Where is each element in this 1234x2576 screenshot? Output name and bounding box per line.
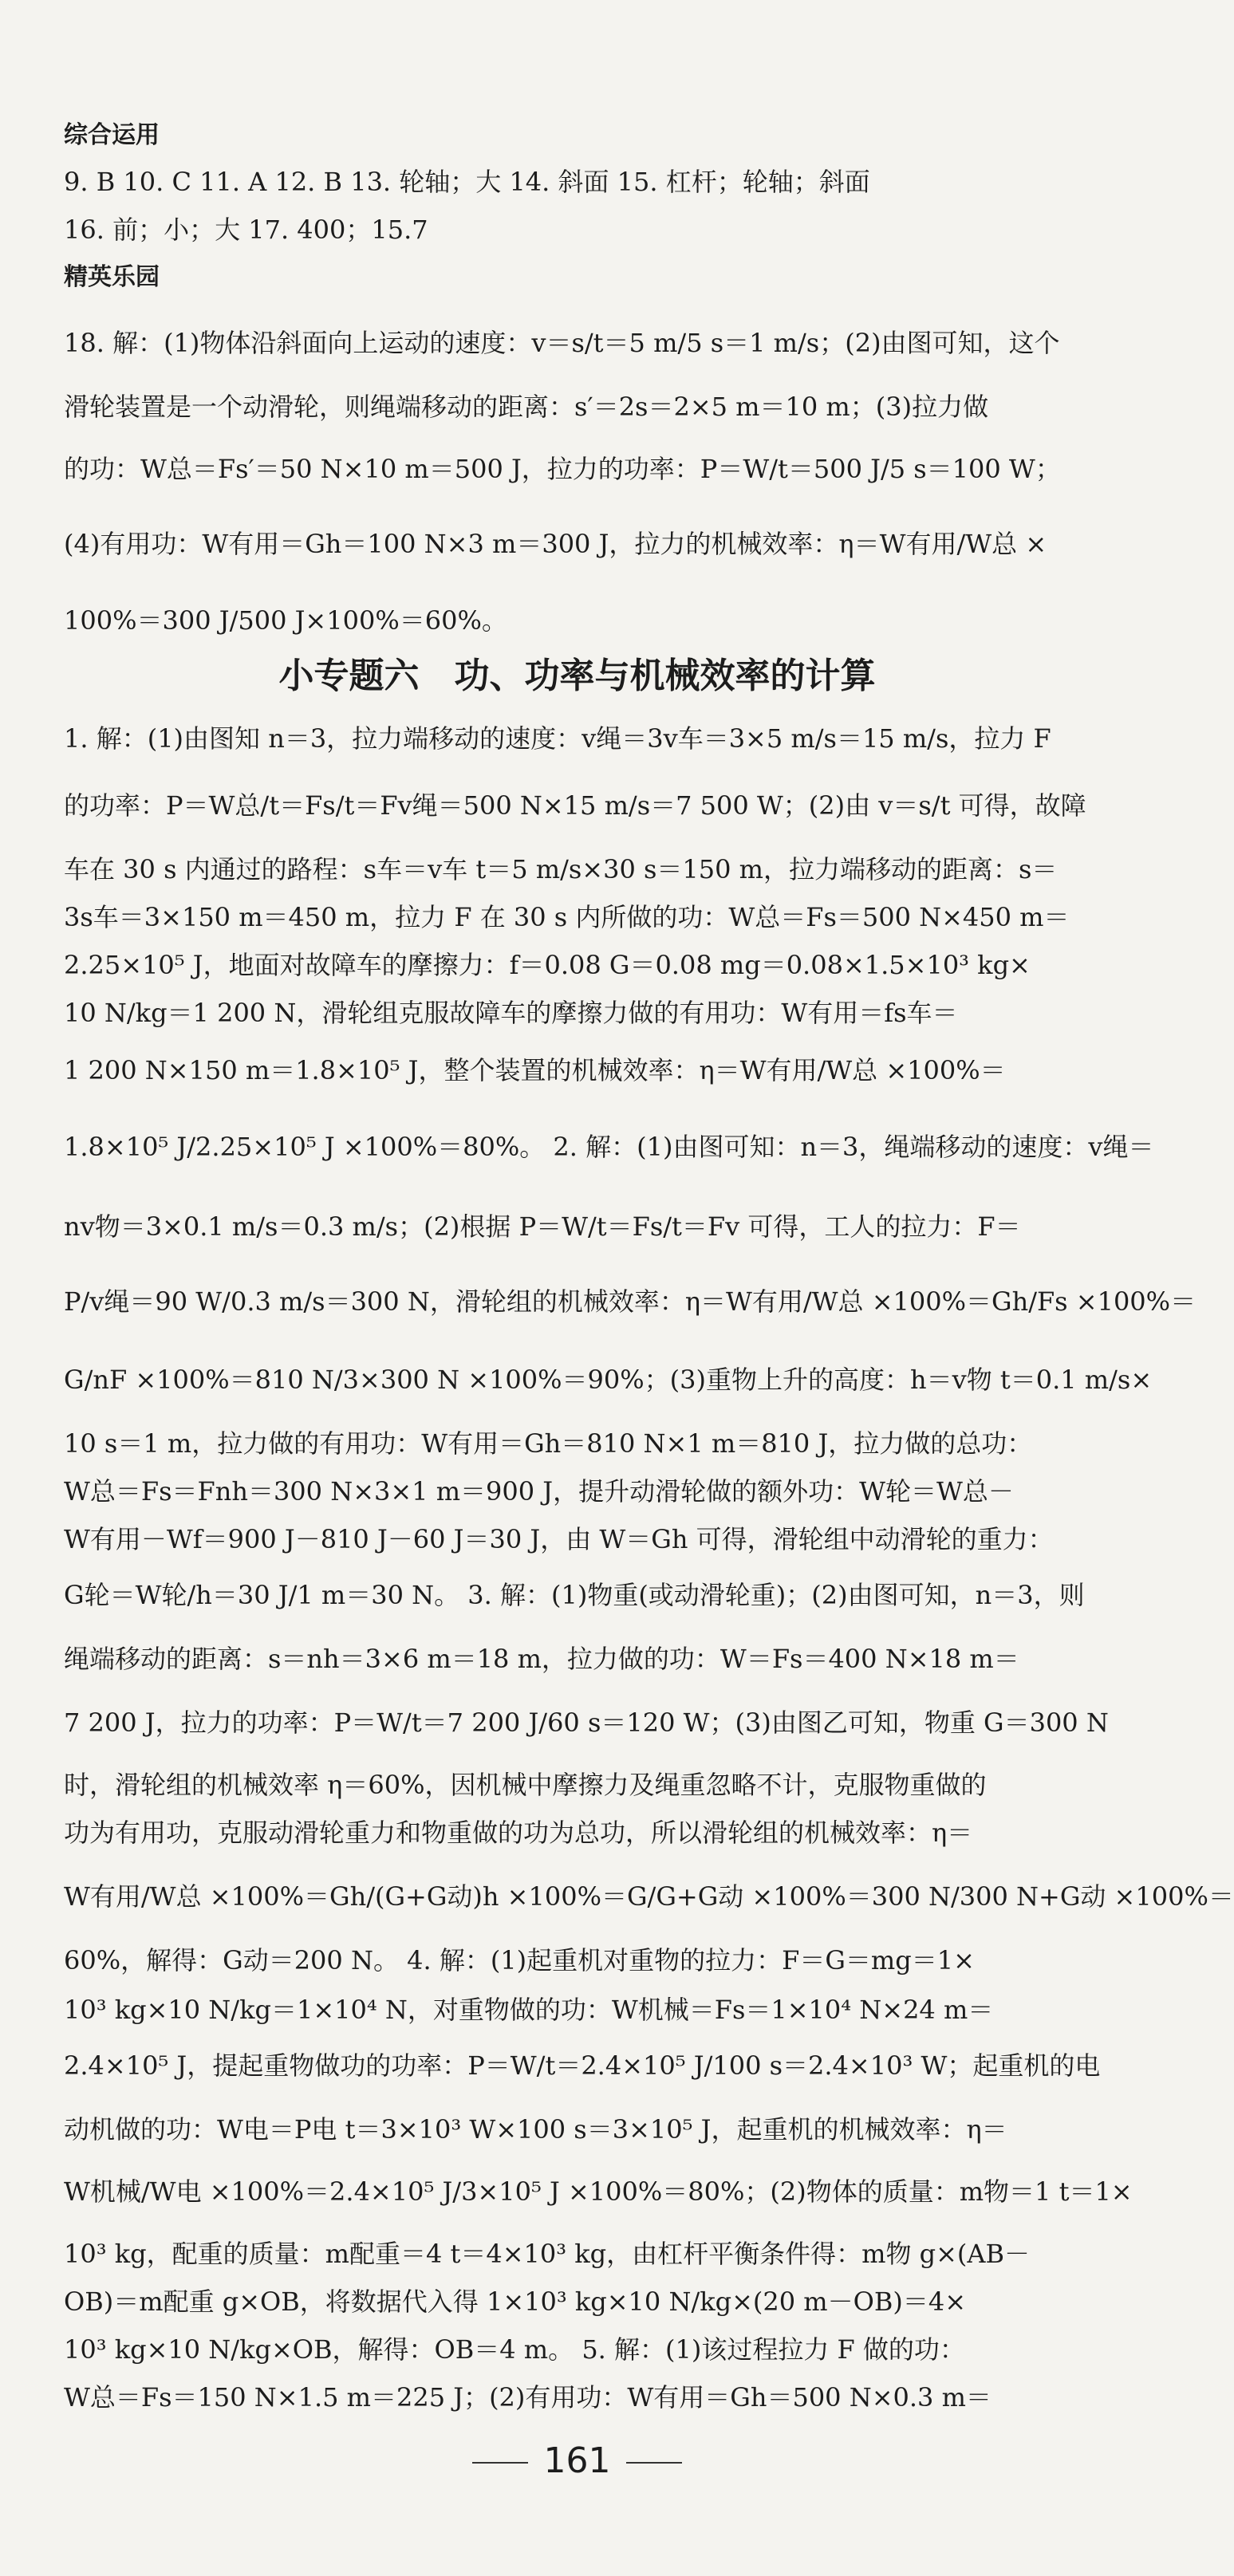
answer-line: 2.4×10⁵ J，提起重物做功的功率：P＝W/t＝2.4×10⁵ J/100 s＝2.4×10³ W；起重机的电 xyxy=(64,2050,1101,2081)
page-number-dash-left xyxy=(472,2462,528,2464)
page-number-text: 161 xyxy=(543,2440,611,2481)
answer-line: 10 N/kg＝1 200 N，滑轮组克服故障车的摩擦力做的有用功：W有用＝fs车＝ xyxy=(64,998,958,1028)
answer-line: 100%＝300 J/500 J×100%＝60%。 xyxy=(64,605,507,636)
answer-line: 10³ kg×10 N/kg＝1×10⁴ N，对重物做的功：W机械＝Fs＝1×10⁴ N×24 m＝ xyxy=(64,1995,994,2025)
answer-line: 10³ kg，配重的质量：m配重＝4 t＝4×10³ kg，由杠杆平衡条件得：m物 g×(AB－ xyxy=(64,2239,1031,2269)
answer-line: 绳端移动的距离：s＝nh＝3×6 m＝18 m，拉力做的功：W＝Fs＝400 N×18 m＝ xyxy=(64,1644,1019,1674)
answer-line: W总＝Fs＝Fnh＝300 N×3×1 m＝900 J，提升动滑轮做的额外功：W轮＝W总－ xyxy=(64,1476,1014,1507)
answer-line: 1 200 N×150 m＝1.8×10⁵ J，整个装置的机械效率：η＝W有用/W总 ×100%＝ xyxy=(64,1055,1006,1085)
answer-line: 10 s＝1 m，拉力做的有用功：W有用＝Gh＝810 N×1 m＝810 J，拉力做的总功： xyxy=(64,1428,1033,1459)
answer-line: 时，滑轮组的机械效率 η＝60%，因机械中摩擦力及绳重忽略不计，克服物重做的 xyxy=(64,1770,987,1800)
answer-line: 3s车＝3×150 m＝450 m，拉力 F 在 30 s 内所做的功：W总＝Fs＝500 N×450 m＝ xyxy=(64,902,1070,932)
answer-line: 滑轮装置是一个动滑轮，则绳端移动的距离：s′＝2s＝2×5 m＝10 m；(3)拉力做 xyxy=(64,392,989,422)
answer-line: 的功：W总＝Fs′＝50 N×10 m＝500 J，拉力的功率：P＝W/t＝500 J/5 s＝100 W； xyxy=(64,454,1061,484)
answer-line: G轮＝W轮/h＝30 J/1 m＝30 N。 3. 解：(1)物重(或动滑轮重)；(2)由图可知，n＝3，则 xyxy=(64,1580,1085,1610)
answer-line: W总＝Fs＝150 N×1.5 m＝225 J；(2)有用功：W有用＝Gh＝500 N×0.3 m＝ xyxy=(64,2382,992,2413)
page-number xyxy=(0,2440,1154,2481)
answer-line: P/v绳＝90 W/0.3 m/s＝300 N，滑轮组的机械效率：η＝W有用/W总 ×100%＝Gh/Fs ×100%＝ xyxy=(64,1286,1197,1317)
answer-line: W有用/W总 ×100%＝Gh/(G+G动)h ×100%＝G/G+G动 ×100%＝300 N/300 N+G动 ×100%＝ xyxy=(64,1881,1234,1912)
section-header-elite: 精英乐园 xyxy=(64,263,160,291)
answer-line: 7 200 J，拉力的功率：P＝W/t＝7 200 J/60 s＝120 W；(3)由图乙可知，物重 G＝300 N xyxy=(64,1707,1109,1738)
answer-line: 2.25×10⁵ J，地面对故障车的摩擦力：f＝0.08 G＝0.08 mg＝0.08×1.5×10³ kg× xyxy=(64,950,1031,980)
answer-line: (4)有用功：W有用＝Gh＝100 N×3 m＝300 J，拉力的机械效率：η＝W有用/W总 × xyxy=(64,529,1047,559)
answer-line: nv物＝3×0.1 m/s＝0.3 m/s；(2)根据 P＝W/t＝Fs/t＝Fv 可得，工人的拉力：F＝ xyxy=(64,1211,1021,1242)
answer-line: 功为有用功，克服动滑轮重力和物重做的功为总功，所以滑轮组的机械效率：η＝ xyxy=(64,1818,973,1848)
answer-line: 1. 解：(1)由图知 n＝3，拉力端移动的速度：v绳＝3v车＝3×5 m/s＝15 m/s，拉力 F xyxy=(64,723,1051,754)
answer-line: W机械/W电 ×100%＝2.4×10⁵ J/3×10⁵ J ×100%＝80%；(2)物体的质量：m物＝1 t＝1× xyxy=(64,2176,1133,2207)
answer-line: 车在 30 s 内通过的路程：s车＝v车 t＝5 m/s×30 s＝150 m，拉力端移动的距离：s＝ xyxy=(64,854,1058,884)
answer-line: 60%，解得：G动＝200 N。 4. 解：(1)起重机对重物的拉力：F＝G＝mg＝1× xyxy=(64,1945,975,1975)
answer-line: 16. 前；小；大 17. 400；15.7 xyxy=(64,215,428,245)
section-header-comprehensive: 综合运用 xyxy=(64,121,160,149)
answer-line: 1.8×10⁵ J/2.25×10⁵ J ×100%＝80%。 2. 解：(1)由图可知：n＝3，绳端移动的速度：v绳＝ xyxy=(64,1132,1154,1162)
answer-line: 18. 解：(1)物体沿斜面向上运动的速度：v＝s/t＝5 m/5 s＝1 m/s；(2)由图可知，这个 xyxy=(64,328,1060,358)
answer-line: OB)＝m配重 g×OB，将数据代入得 1×10³ kg×10 N/kg×(20 m－OB)＝4× xyxy=(64,2286,967,2317)
answer-line: 9. B 10. C 11. A 12. B 13. 轮轴；大 14. 斜面 15. 杠杆；轮轴；斜面 xyxy=(64,167,870,197)
section-title: 小专题六 功、功率与机械效率的计算 xyxy=(278,656,876,696)
answer-line: 动机做的功：W电＝P电 t＝3×10³ W×100 s＝3×10⁵ J，起重机的机械效率：η＝ xyxy=(64,2114,1007,2145)
answer-line: W有用－Wf＝900 J－810 J－60 J＝30 J，由 W＝Gh 可得，滑轮组中动滑轮的重力： xyxy=(64,1524,1054,1554)
answer-line: 的功率：P＝W总/t＝Fs/t＝Fv绳＝500 N×15 m/s＝7 500 W；(2)由 v＝s/t 可得，故障 xyxy=(64,790,1086,821)
answer-line: G/nF ×100%＝810 N/3×300 N ×100%＝90%；(3)重物上升的高度：h＝v物 t＝0.1 m/s× xyxy=(64,1365,1153,1395)
answer-line: 10³ kg×10 N/kg×OB，解得：OB＝4 m。 5. 解：(1)该过程拉力 F 做的功： xyxy=(64,2334,965,2365)
page-number-dash-right xyxy=(626,2462,682,2464)
